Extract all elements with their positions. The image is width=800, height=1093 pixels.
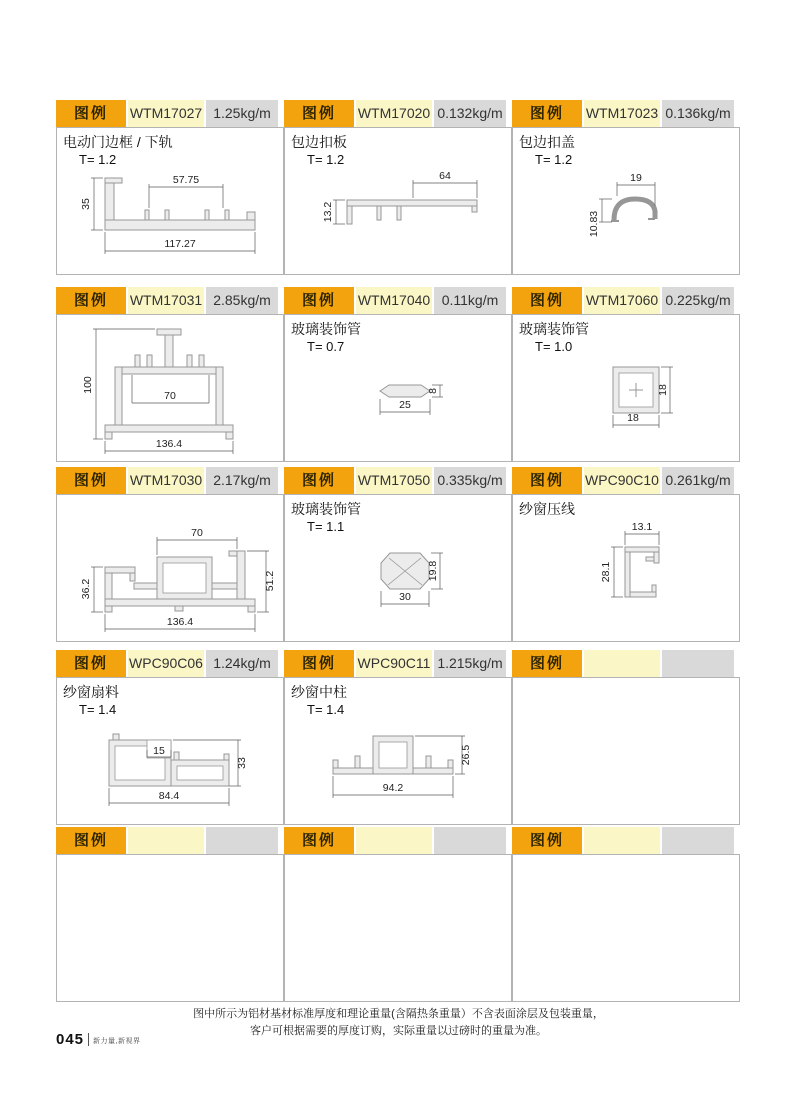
legend-badge: 图例 (512, 650, 582, 677)
card-body (284, 494, 512, 642)
card-header (56, 287, 284, 314)
profile-name: 玻璃装饰管 (291, 501, 361, 517)
footnote-line-2: 客户可根据需要的厚度订购，实际重量以过磅时的重量为准。 (250, 1025, 547, 1037)
profile-code: WPC90C10 (584, 467, 660, 494)
profile-code: WTM17023 (584, 100, 660, 127)
profile-drawing (57, 678, 283, 824)
profile-weight: 2.17kg/m (206, 467, 278, 494)
footer-divider (88, 1033, 89, 1046)
legend-badge: 图例 (284, 650, 354, 677)
profile-name: 纱窗扇料 (63, 684, 119, 700)
dim-label: 26.5 (460, 744, 472, 766)
profile-drawing (57, 128, 283, 274)
legend-badge: 图例 (56, 650, 126, 677)
legend-badge: 图例 (512, 827, 582, 854)
legend-badge: 图例 (56, 100, 126, 127)
profile-card (284, 100, 512, 275)
profile-name: 包边扣盖 (519, 134, 575, 150)
profile-name: 玻璃装饰管 (291, 321, 361, 337)
profile-thickness: T= 1.2 (79, 152, 117, 167)
profile-weight (206, 827, 278, 854)
dim-label: 117.27 (164, 238, 196, 250)
dim-label: 18 (657, 384, 669, 396)
profile-drawing (513, 315, 739, 461)
profile-name: 玻璃装饰管 (519, 321, 589, 337)
profile-weight: 1.215kg/m (434, 650, 506, 677)
dim-label: 10.83 (588, 210, 600, 238)
profile-thickness: T= 1.4 (307, 702, 345, 717)
page-number: 045 (56, 1031, 85, 1048)
profile-card (284, 827, 512, 1002)
profile-name: 电动门边框 / 下轨 (63, 134, 173, 150)
profile-shape (109, 734, 229, 786)
profile-weight: 0.11kg/m (434, 287, 506, 314)
profile-weight: 0.335kg/m (434, 467, 506, 494)
profile-code: WTM17031 (128, 287, 204, 314)
dim-label: 8 (427, 388, 439, 394)
profile-card (512, 827, 740, 1002)
profile-weight: 0.132kg/m (434, 100, 506, 127)
profile-drawing (513, 495, 739, 641)
profile-shape (611, 199, 655, 221)
profile-card (284, 287, 512, 462)
profile-code: WPC90C11 (356, 650, 432, 677)
card-header (284, 827, 512, 854)
profile-thickness: T= 1.1 (307, 519, 345, 534)
profile-card (512, 287, 740, 462)
profile-code: WTM17027 (128, 100, 204, 127)
profile-thickness: T= 1.0 (535, 339, 573, 354)
page-footer (56, 1031, 140, 1048)
legend-badge: 图例 (56, 827, 126, 854)
footnote (56, 1006, 741, 1040)
legend-badge: 图例 (56, 467, 126, 494)
card-body (56, 854, 284, 1002)
profile-shape (380, 385, 430, 397)
profile-card (512, 100, 740, 275)
dim-label: 28.1 (600, 561, 612, 583)
card-header (56, 650, 284, 677)
profile-name: 纱窗压线 (519, 501, 575, 517)
profile-weight (434, 827, 506, 854)
dim-label: 18 (627, 412, 639, 424)
dim-label: 35 (80, 198, 92, 210)
profile-thickness: T= 1.2 (535, 152, 573, 167)
profile-name: 包边扣板 (291, 134, 347, 150)
card-body (512, 677, 740, 825)
profile-card (56, 467, 284, 642)
card-body (56, 314, 284, 462)
profile-card (284, 650, 512, 825)
profile-shape (105, 551, 255, 612)
profile-shape (347, 200, 477, 224)
dim-label: 84.4 (158, 790, 180, 802)
dim-label: 70 (191, 527, 203, 539)
profile-drawing (57, 315, 283, 461)
card-body (284, 127, 512, 275)
card-body (284, 314, 512, 462)
profile-thickness: T= 0.7 (307, 339, 345, 354)
profile-code (584, 827, 660, 854)
profile-code: WTM17020 (356, 100, 432, 127)
card-header (56, 100, 284, 127)
dim-label: 19.8 (427, 560, 439, 582)
profile-code (356, 827, 432, 854)
profile-card (512, 650, 740, 825)
profile-weight: 0.261kg/m (662, 467, 734, 494)
legend-badge: 图例 (512, 467, 582, 494)
card-header (56, 467, 284, 494)
dim-label: 25 (399, 399, 411, 411)
profile-drawing (285, 495, 511, 641)
card-header (512, 467, 740, 494)
profile-weight: 2.85kg/m (206, 287, 278, 314)
card-header (512, 827, 740, 854)
card-body (512, 127, 740, 275)
legend-badge: 图例 (284, 467, 354, 494)
card-header (284, 467, 512, 494)
profile-code (128, 827, 204, 854)
card-header (284, 100, 512, 127)
card-body (512, 854, 740, 1002)
page-tagline: 新力量,新视界 (93, 1037, 141, 1045)
card-body (284, 854, 512, 1002)
profile-weight: 0.136kg/m (662, 100, 734, 127)
profile-shape (625, 547, 659, 597)
profile-weight: 0.225kg/m (662, 287, 734, 314)
card-header (512, 100, 740, 127)
dim-label: 136.4 (166, 616, 194, 628)
card-body (56, 677, 284, 825)
dim-label: 13.2 (322, 201, 334, 223)
card-header (512, 650, 740, 677)
legend-badge: 图例 (284, 100, 354, 127)
profile-card (56, 287, 284, 462)
profile-shape (105, 329, 233, 439)
profile-name: 纱窗中柱 (291, 684, 347, 700)
legend-badge: 图例 (284, 287, 354, 314)
profile-code (584, 650, 660, 677)
card-header (284, 650, 512, 677)
profile-card (56, 827, 284, 1002)
card-body (284, 677, 512, 825)
legend-badge: 图例 (512, 100, 582, 127)
profile-code: WTM17060 (584, 287, 660, 314)
dim-label: 94.2 (382, 782, 404, 794)
profile-weight: 1.24kg/m (206, 650, 278, 677)
profile-card (56, 100, 284, 275)
profile-thickness: T= 1.2 (307, 152, 345, 167)
card-header (284, 287, 512, 314)
profile-shape (613, 367, 659, 413)
profile-thickness: T= 1.4 (79, 702, 117, 717)
dim-label: 57.75 (172, 174, 200, 186)
dim-label: 36.2 (80, 578, 92, 600)
dim-label: 51.2 (264, 570, 276, 592)
card-body (512, 494, 740, 642)
profile-drawing (285, 128, 511, 274)
card-body (56, 494, 284, 642)
profile-code: WTM17050 (356, 467, 432, 494)
profile-weight (662, 650, 734, 677)
profile-code: WTM17030 (128, 467, 204, 494)
dim-label: 64 (439, 170, 451, 182)
dim-label: 15 (153, 745, 165, 757)
dim-label: 136.4 (155, 438, 183, 450)
dim-label: 30 (399, 591, 411, 603)
dim-label: 13.1 (631, 521, 653, 533)
legend-badge: 图例 (512, 287, 582, 314)
profile-weight: 1.25kg/m (206, 100, 278, 127)
profile-code: WTM17040 (356, 287, 432, 314)
legend-badge: 图例 (56, 287, 126, 314)
dim-label: 100 (82, 376, 94, 394)
profile-code: WPC90C06 (128, 650, 204, 677)
profile-shape (381, 553, 429, 589)
profile-shape (333, 736, 453, 774)
profile-drawing (57, 495, 283, 641)
dim-label: 33 (236, 757, 248, 769)
dim-label: 70 (164, 390, 176, 402)
profile-card (284, 467, 512, 642)
card-header (56, 827, 284, 854)
footnote-line-1: 图中所示为铝材基材标准厚度和理论重量(含隔热条重量）不含表面涂层及包装重量， (193, 1008, 604, 1020)
legend-badge: 图例 (284, 827, 354, 854)
dim-label: 19 (630, 172, 642, 184)
card-header (512, 287, 740, 314)
profile-drawing (285, 315, 511, 461)
card-body (56, 127, 284, 275)
profile-drawing (285, 678, 511, 824)
card-body (512, 314, 740, 462)
profile-weight (662, 827, 734, 854)
profile-drawing (513, 128, 739, 274)
profile-card (512, 467, 740, 642)
profile-card (56, 650, 284, 825)
